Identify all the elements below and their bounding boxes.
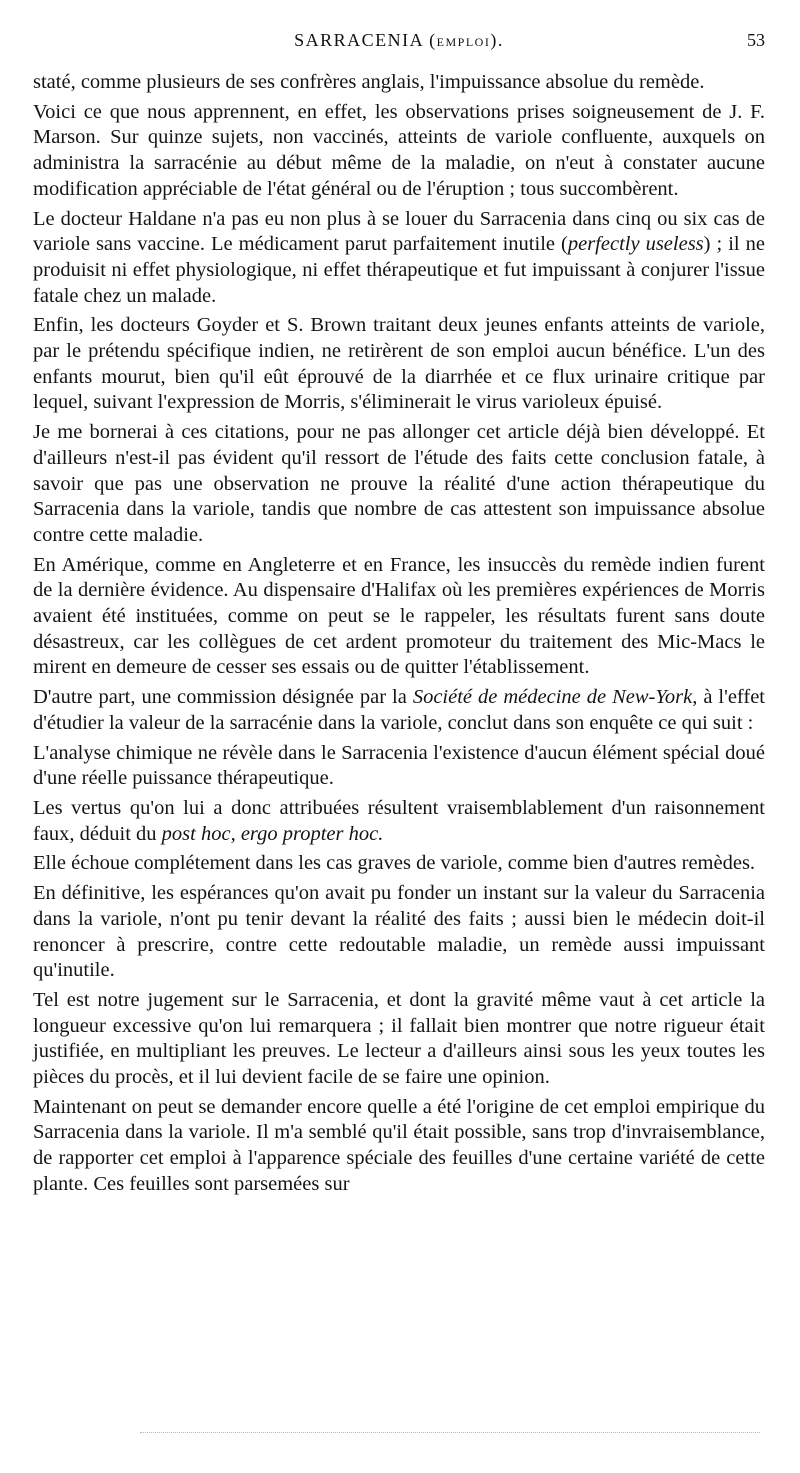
paragraph (33, 685, 765, 736)
paragraph (33, 553, 765, 682)
text-run: Maintenant on peut se demander encore quelle a été l'origine de cet emploi empirique du Sarracenia dans la variole. Il m'a semblé qu'il était possible, sans trop d'invraisemblance, de rapporter cet emploi à l'apparence spéciale des feuilles d'une certaine variété de cette plante. Ces feuilles sont parsemées sur (33, 1095, 765, 1195)
italic-phrase: post hoc, ergo propter hoc. (161, 822, 384, 845)
running-title-smallcaps: EMPLOI (436, 35, 491, 49)
bottom-print-marks (140, 1432, 760, 1437)
text-run: D'autre part, une commission désignée par la (33, 686, 413, 709)
text-run: ) ; il ne produisit ni effet physiologique, ni effet thérapeutique et fut impuissant à conjurer l'issue fatale chez un malade. (33, 233, 765, 307)
running-title (33, 30, 765, 51)
paragraph (33, 207, 765, 310)
paragraph (33, 420, 765, 549)
running-header (33, 30, 765, 56)
text-run: staté, comme plusieurs de ses confrères anglais, l'impuissance absolue du remède. (33, 71, 705, 93)
text-run: En Amérique, comme en Angleterre et en France, les insuccès du remède indien furent de la dernière évidence. Au dispensaire d'Halifax où les premières expériences de Morris avaient été instituées, comme on peut se le rappeler, les résultats furent sans doute désastreux, car les collègues de cet ardent promoteur du traitement des Mic-Macs le mirent en demeure de cesser ses essais ou de quitter l'établissement. (33, 553, 765, 679)
running-title-main: SARRACENIA (294, 30, 424, 50)
paragraph (33, 70, 765, 96)
paragraph (33, 100, 765, 203)
running-title-paren-open: ( (429, 30, 437, 50)
paragraph (33, 313, 765, 416)
paragraph (33, 881, 765, 984)
text-run: Elle échoue complétement dans les cas graves de variole, comme bien d'autres remèdes. (33, 852, 756, 875)
text-run: Je me bornerai à ces citations, pour ne pas allonger cet article déjà bien développé. Et d'ailleurs n'est-il pas évident qu'il ressort de l'étude des faits cette conclusion fatale, à savoir que pas une observation ne prouve la réalité d'une action thérapeutique du Sarracenia dans la variole, tandis que nombre de cas attestent son impuissance absolue contre cette maladie. (33, 421, 765, 546)
italic-phrase: Société de médecine de New-York (412, 686, 693, 709)
paragraph (33, 796, 765, 847)
text-run: Les vertus qu'on lui a donc attribuées résultent vraisemblablement d'un raisonnement faux, déduit du (33, 796, 765, 845)
paragraph (33, 741, 765, 792)
text-run: Le docteur Haldane n'a pas eu non plus à se louer du Sarracenia dans cinq ou six cas de variole sans vaccine. Le médicament parut parfaitement inutile ( (33, 207, 765, 256)
text-run: L'analyse chimique ne révèle dans le Sarracenia l'existence d'aucun élément spécial doué d'une réelle puissance thérapeutique. (33, 741, 765, 790)
italic-phrase: perfectly useless (567, 233, 704, 256)
body-text (33, 70, 765, 1198)
text-run: , à l'effet d'étudier la valeur de la sarracénie dans la variole, conclut dans son enquête ce qui suit : (33, 686, 766, 734)
paragraph (33, 1095, 765, 1198)
text-run: Tel est notre jugement sur le Sarracenia, et dont la gravité même vaut à cet article la longueur excessive qu'on lui remarquera ; il fallait bien montrer que notre rigueur était justifiée, en multipliant les preuves. Le lecteur a d'ailleurs ainsi sous les yeux toutes les pièces du procès, et il lui devient facile de se faire une opinion. (33, 988, 765, 1089)
paragraph (33, 988, 765, 1091)
paragraph (33, 851, 765, 877)
text-run: En définitive, les espérances qu'on avait pu fonder un instant sur la valeur du Sarracenia dans la variole, n'ont pu tenir devant la réalité des faits ; aussi bien le médecin doit-il renoncer à prescrire, contre cette redoutable maladie, un remède aussi impuissant qu'inutile. (33, 882, 765, 982)
page-number: 53 (747, 30, 765, 50)
text-run: Enfin, les docteurs Goyder et S. Brown traitant deux jeunes enfants atteints de variole, par le prétendu spécifique indien, ne retirèrent de son emploi aucun bénéfice. L'un des enfants mourut, bien qu'il eût éprouvé de la diarrhée et ce flux urinaire critique par lequel, suivant l'expression de Morris, s'éliminerait le virus varioleux épuisé. (33, 314, 765, 414)
running-title-paren-close: ). (490, 30, 504, 50)
text-run: Voici ce que nous apprennent, en effet, les observations prises soigneusement de J. F. Marson. Sur quinze sujets, non vaccinés, atteints de variole confluente, auxquels on administra la sarracénie au début même de la maladie, on n'eut à constater aucune modification appréciable de l'état général ou de l'éruption ; tous succombèrent. (33, 100, 765, 200)
